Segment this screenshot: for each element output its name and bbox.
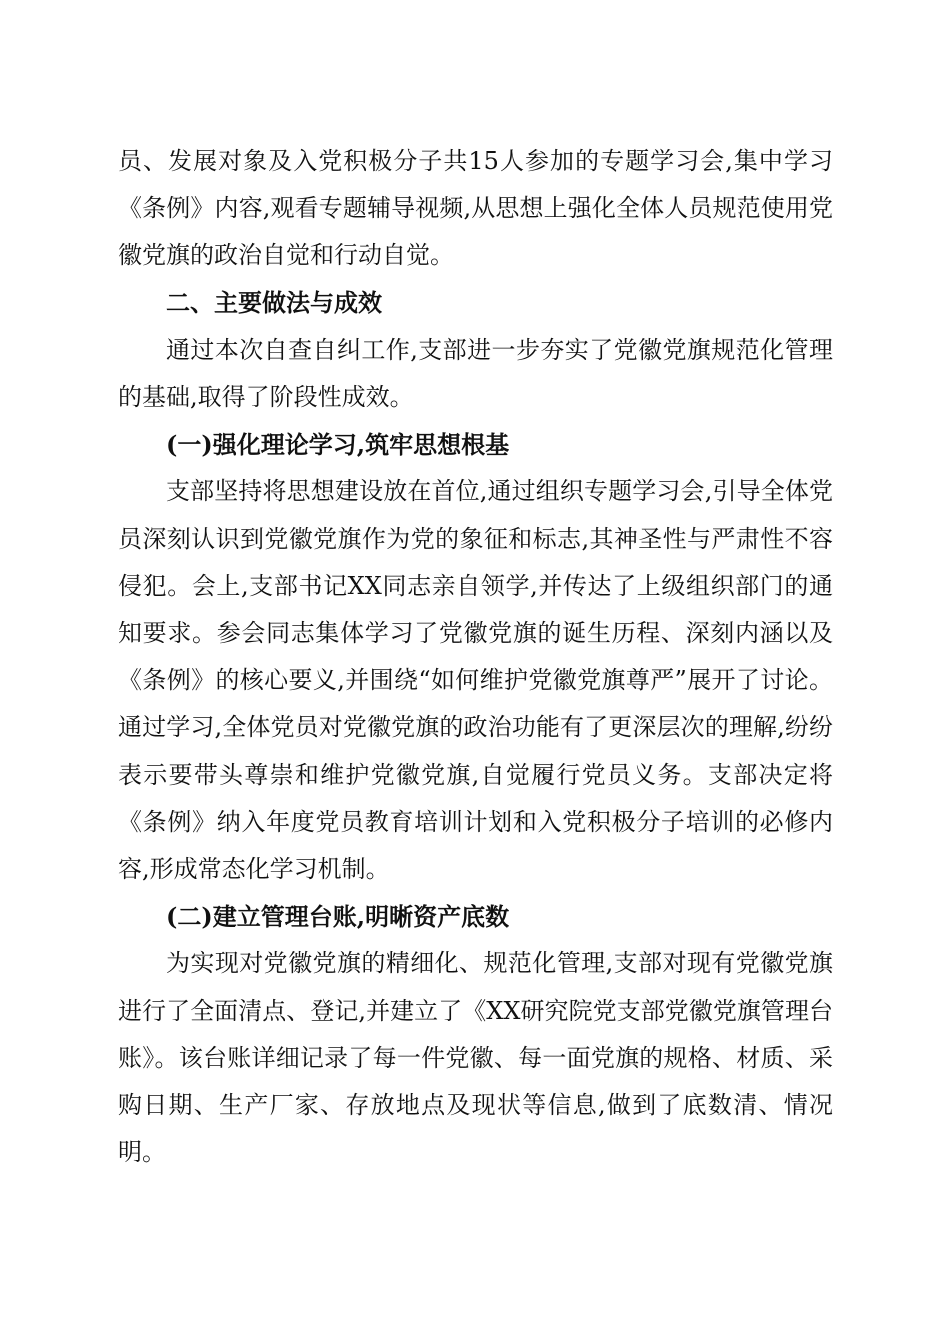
- subsection-heading-ledger: (二)建立管理台账,明晰资产底数: [166, 902, 510, 932]
- subsection-heading-theory-study: (一)强化理论学习,筑牢思想根基: [166, 430, 510, 460]
- paragraph-continued: 员、发展对象及入党积极分子共15人参加的专题学习会,集中学习《条例》内容,观看专题辅导视频,从思想上强化全体人员规范使用党徽党旗的政治自觉和行动自觉。: [118, 147, 833, 270]
- paragraph-ledger: 为实现对党徽党旗的精细化、规范化管理,支部对现有党徽党旗进行了全面清点、登记,并建立了《XX研究院党支部党徽党旗管理台账》。该台账详细记录了每一件党徽、每一面党旗的规格、材质、采购日期、生产厂家、存放地点及现状等信息,做到了底数清、情况明。: [118, 949, 833, 1167]
- document-page: [118, 138, 833, 1176]
- paragraph-theory-study: 支部坚持将思想建设放在首位,通过组织专题学习会,引导全体党员深刻认识到党徽党旗作为党的象征和标志,其神圣性与严肃性不容侵犯。会上,支部书记XX同志亲自领学,并传达了上级组织部门的通知要求。参会同志集体学习了党徽党旗的诞生历程、深刻内涵以及《条例》的核心要义,并围绕“如何维护党徽党旗尊严”展开了讨论。通过学习,全体党员对党徽党旗的政治功能有了更深层次的理解,纷纷表示要带头尊崇和维护党徽党旗,自觉履行党员义务。支部决定将《条例》纳入年度党员教育培训计划和入党积极分子培训的必修内容,形成常态化学习机制。: [118, 477, 833, 884]
- paragraph-intro: 通过本次自查自纠工作,支部进一步夯实了党徽党旗规范化管理的基础,取得了阶段性成效。: [118, 335, 833, 412]
- section-heading-main-practices: 二、主要做法与成效: [166, 288, 382, 317]
